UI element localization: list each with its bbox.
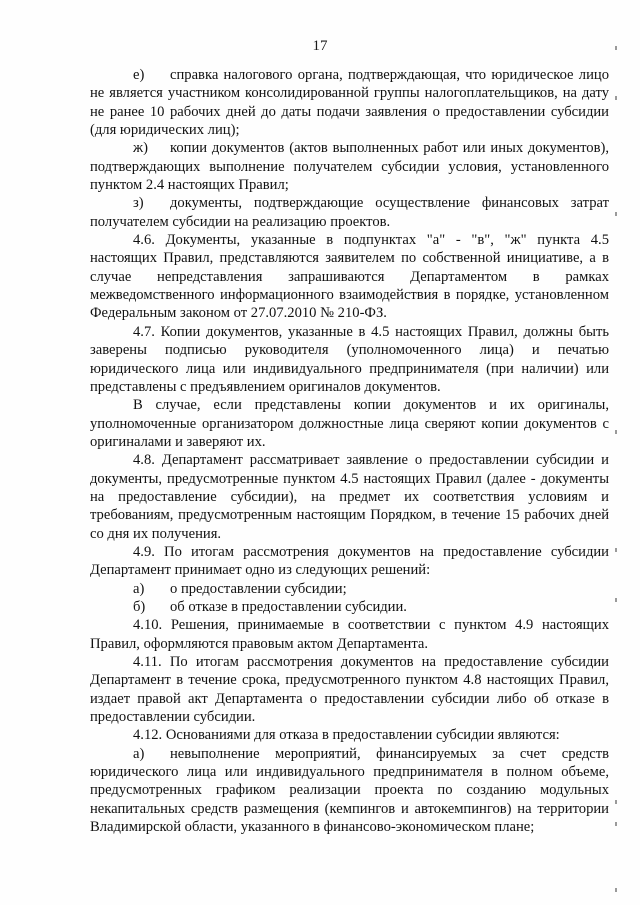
scan-mark — [615, 212, 617, 216]
scan-mark — [615, 822, 617, 826]
item-letter: б) — [133, 598, 146, 615]
paragraph-4-12: 4.12. Основаниями для отказа в предоставлении субсидии являются: — [133, 727, 560, 744]
paragraph-item-b — [90, 598, 609, 616]
page-number: 17 — [312, 38, 328, 54]
item-letter: е) — [133, 67, 145, 83]
paragraph-4-9: 4.9. По итогам рассмотрения документов на предоставление субсидии Департамент принимает одно из следующих решений: — [90, 543, 609, 579]
scan-mark — [615, 430, 617, 434]
paragraph-item-a — [90, 580, 609, 598]
paragraph-text: документы, подтверждающие осуществление финансовых затрат получателем субсидии на реализацию проектов. — [90, 195, 609, 230]
paragraph-text: о предоставлении субсидии; — [170, 580, 347, 597]
paragraph-item-z — [90, 194, 609, 231]
document-body — [90, 66, 609, 836]
item-letter: з) — [133, 195, 144, 212]
paragraph-item-e — [90, 66, 609, 139]
paragraph-4-7-continued: В случае, если представлены копии документов и их оригиналы, уполномоченные организатором должностные лица сверяют копии документов с оригиналами и заверяют их. — [90, 397, 609, 450]
item-letter: а) — [133, 745, 145, 762]
paragraph-4-10: 4.10. Решения, принимаемые в соответствии с пунктом 4.9 настоящих Правил, оформляются правовым актом Департамента. — [90, 617, 609, 652]
item-letter: ж) — [133, 140, 148, 157]
paragraph-4-11: 4.11. По итогам рассмотрения документов на предоставление субсидии Департамент в течение срока, предусмотренного пунктом 4.8 настоящих Правил, издает правой акт Департамента о предоставлении субсидии либо об отказе в предоставлении субсидии. — [90, 654, 609, 726]
paragraph-text: невыполнение мероприятий, финансируемых за счет средств юридического лица или индивидуального предпринимателя в полном объеме, предусмотренных графиком реализации проекта по созданию модульных некапитальных средств размещения (кемпингов и автокемпингов) на территории Владимирской области, указанного в финансово-экономическом плане; — [90, 745, 609, 836]
scan-mark — [615, 548, 617, 552]
scan-mark — [615, 888, 617, 892]
paragraph-4-8: 4.8. Департамент рассматривает заявление о предоставлении субсидии и документы, предусмотренные пунктом 4.5 настоящих Правил (далее - документы на предоставление субсидии), на предмет их соответствия условиям и требованиям, предусмотренным настоящим Порядком, в течение 15 рабочих дней со дня их получения. — [90, 452, 609, 542]
paragraph-text: об отказе в предоставлении субсидии. — [170, 598, 407, 615]
item-letter: а) — [133, 580, 145, 597]
scan-mark — [615, 96, 617, 100]
scan-mark — [615, 598, 617, 602]
paragraph-4-6: 4.6. Документы, указанные в подпунктах "а" - "в", "ж" пункта 4.5 настоящих Правил, представляются заявителем по собственной инициативе, а в случае непредставления запрашиваются Департаментом в рамках межведомственного информационного взаимодействия в порядке, установленном Федеральным законом от 27.07.2010 № 210-ФЗ. — [90, 232, 609, 322]
paragraph-text: копии документов (актов выполненных работ или иных документов), подтверждающих выполнение получателем субсидии условия, установленного пунктом 2.4 настоящих Правил; — [90, 140, 609, 194]
scan-mark — [615, 800, 617, 804]
paragraph-item-zh — [90, 139, 609, 194]
paragraph-4-7: 4.7. Копии документов, указанные в 4.5 настоящих Правил, должны быть заверены подписью руководителя (уполномоченного лица) и печатью юридического лица или индивидуального предпринимателя (при наличии) или представлены с предъявлением оригиналов документов. — [90, 323, 609, 395]
paragraph-text: справка налогового органа, подтверждающая, что юридическое лицо не является участником консолидированной группы налогоплательщиков, на дату не ранее 10 рабочих дней до даты подачи заявления о предоставлении субсидии (для юридических лиц); — [90, 67, 609, 139]
scan-mark — [615, 46, 617, 50]
paragraph-item-a-2 — [90, 745, 609, 837]
